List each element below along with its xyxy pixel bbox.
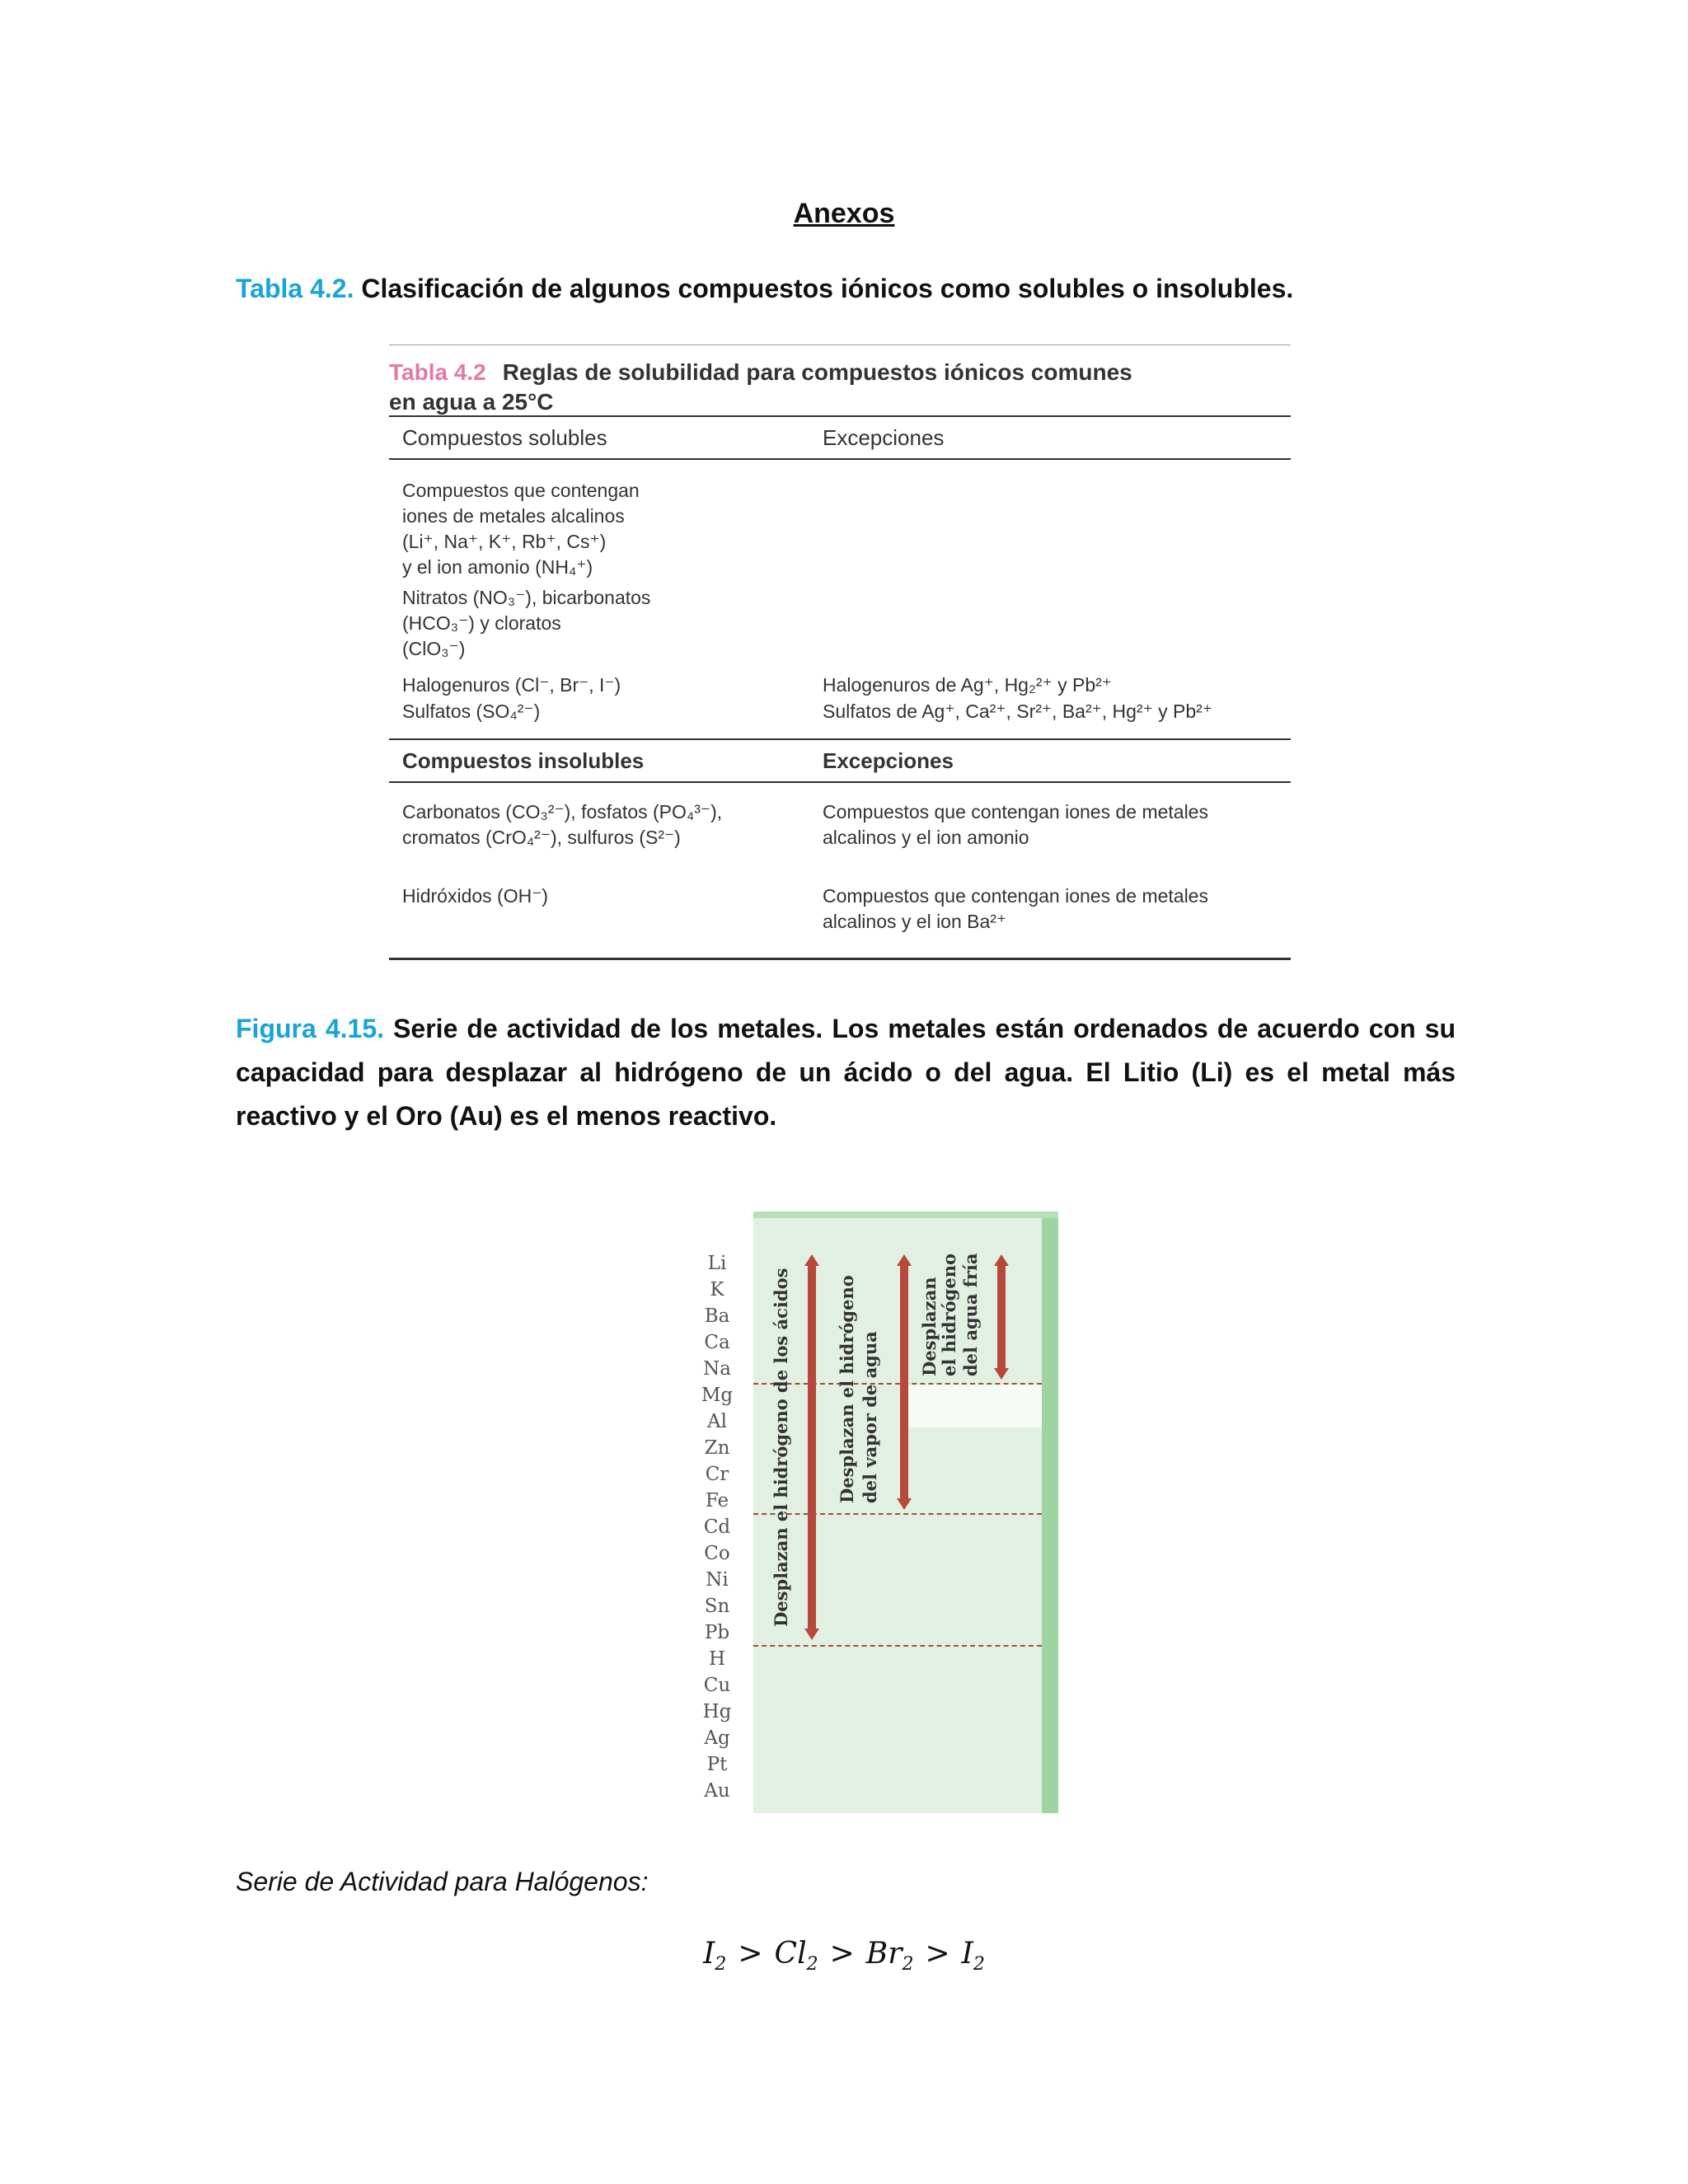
metal-label: Sn	[704, 1596, 730, 1617]
metal-label: Pt	[706, 1754, 728, 1775]
metal-label: Mg	[701, 1385, 734, 1406]
solubility-table	[384, 341, 1291, 964]
steam-range-label-line1: Desplazan el hidrógeno	[837, 1275, 857, 1503]
soluble-row-compound: Sulfatos (SO₄²⁻)	[402, 701, 541, 722]
metal-label: Na	[703, 1358, 731, 1380]
metal-label: K	[710, 1279, 724, 1301]
metal-label: Hg	[702, 1701, 732, 1722]
metal-label: Ni	[706, 1569, 729, 1591]
metal-label: Fe	[705, 1490, 729, 1511]
acids-range-label: Desplazan el hidrógeno de los ácidos	[771, 1268, 791, 1627]
boundary-na-mg	[753, 1383, 1042, 1385]
steam-range-label-line2: del vapor de agua	[860, 1331, 880, 1503]
table-tag: Tabla 4.2	[389, 359, 486, 385]
boundary-fe-cd	[753, 1513, 1042, 1515]
cold-water-label-line1: Desplazan	[919, 1277, 940, 1376]
metal-label: Pb	[704, 1622, 730, 1643]
greater-than-sign: >	[925, 1937, 950, 1971]
soluble-row-exception: Halogenuros de Ag⁺, Hg₂²⁺ y Pb²⁺	[823, 674, 1112, 696]
greater-than-sign: >	[738, 1937, 763, 1971]
table-title-line1: Reglas de solubilidad para compuestos iónicos comunes	[502, 359, 1132, 385]
table-title-line2: en agua a 25°C	[389, 389, 554, 415]
table-caption	[236, 267, 1456, 311]
halogen-term: Cl	[774, 1937, 807, 1971]
metal-label: Al	[707, 1411, 727, 1432]
soluble-header: Compuestos solubles	[402, 425, 607, 450]
figure-caption-label: Figura 4.15.	[236, 1014, 385, 1043]
cold-water-range-arrow	[997, 1266, 1006, 1368]
page-title: Anexos	[793, 198, 895, 229]
figure-side-edge	[1042, 1218, 1058, 1813]
halogen-subscript: 2	[806, 1954, 818, 1975]
greater-than-sign: >	[829, 1937, 855, 1971]
halogen-term: I	[961, 1937, 973, 1971]
soluble-row-compound: Nitratos (NO₃⁻), bicarbonatos (HCO₃⁻) y cloratos (ClO₃⁻)	[402, 587, 651, 659]
table-title	[389, 358, 1132, 417]
cold-water-label-line3: del agua fría	[960, 1253, 981, 1376]
metal-label: Cd	[703, 1516, 731, 1538]
insoluble-header: Compuestos insolubles	[402, 748, 645, 773]
acids-range-arrow	[808, 1266, 816, 1629]
halogen-series-label: Serie de Actividad para Halógenos:	[236, 1867, 649, 1896]
metal-label: Cu	[703, 1675, 731, 1696]
metal-label: Co	[704, 1543, 730, 1564]
steam-range-arrow	[900, 1266, 908, 1498]
metal-label: H	[708, 1648, 726, 1670]
soluble-row-compound: Halogenuros (Cl⁻, Br⁻, I⁻)	[402, 674, 621, 696]
insoluble-exceptions-header: Excepciones	[823, 748, 954, 773]
insoluble-row-exception: Compuestos que contengan iones de metales alcalinos y el ion amonio	[823, 801, 1208, 848]
figure-blank-area	[905, 1385, 1042, 1427]
metal-label: Ba	[704, 1305, 730, 1327]
table-caption-label: Tabla 4.2.	[236, 274, 354, 303]
halogen-subscript: 2	[902, 1954, 914, 1975]
activity-series-figure	[692, 1212, 1080, 1815]
metal-label: Cr	[705, 1464, 729, 1485]
soluble-row-compound: Compuestos que contengan iones de metales alcalinos (Li⁺, Na⁺, K⁺, Rb⁺, Cs⁺) y el ion amonio (NH₄⁺)	[402, 480, 640, 578]
metal-label: Ag	[704, 1727, 730, 1749]
figure-caption	[236, 1007, 1456, 1138]
table-caption-text: Clasificación de algunos compuestos iónicos como solubles o insolubles.	[361, 274, 1294, 303]
figure-caption-text: Serie de actividad de los metales. Los metales están ordenados de acuerdo con su capacidad para desplazar al hidrógeno de un ácido o del agua. El Litio (Li) es el metal más reactivo y el Oro (Au) es el menos reactivo.	[236, 1014, 1456, 1131]
metal-label: Zn	[704, 1437, 730, 1459]
soluble-row-exception: Sulfatos de Ag⁺, Ca²⁺, Sr²⁺, Ba²⁺, Hg²⁺ y Pb²⁺	[823, 701, 1212, 722]
halogen-term: I	[703, 1937, 715, 1971]
soluble-exceptions-header: Excepciones	[823, 425, 945, 450]
halogen-subscript: 2	[973, 1954, 985, 1975]
insoluble-row-compound: Hidróxidos (OH⁻)	[402, 885, 549, 907]
insoluble-row-exception: Compuestos que contengan iones de metales alcalinos y el ion Ba²⁺	[823, 885, 1208, 932]
metal-label: Au	[704, 1780, 730, 1802]
insoluble-row-compound: Carbonatos (CO₃²⁻), fosfatos (PO₄³⁻), cromatos (CrO₄²⁻), sulfuros (S²⁻)	[402, 801, 723, 848]
halogen-subscript: 2	[715, 1954, 727, 1975]
metal-label: Ca	[704, 1332, 730, 1353]
metal-label: Li	[707, 1253, 727, 1274]
halogen-series-formula	[0, 1937, 1688, 1975]
halogen-term: Br	[865, 1937, 903, 1971]
cold-water-label-line2: el hidrógeno	[939, 1254, 959, 1376]
boundary-pb-h	[753, 1645, 1042, 1647]
